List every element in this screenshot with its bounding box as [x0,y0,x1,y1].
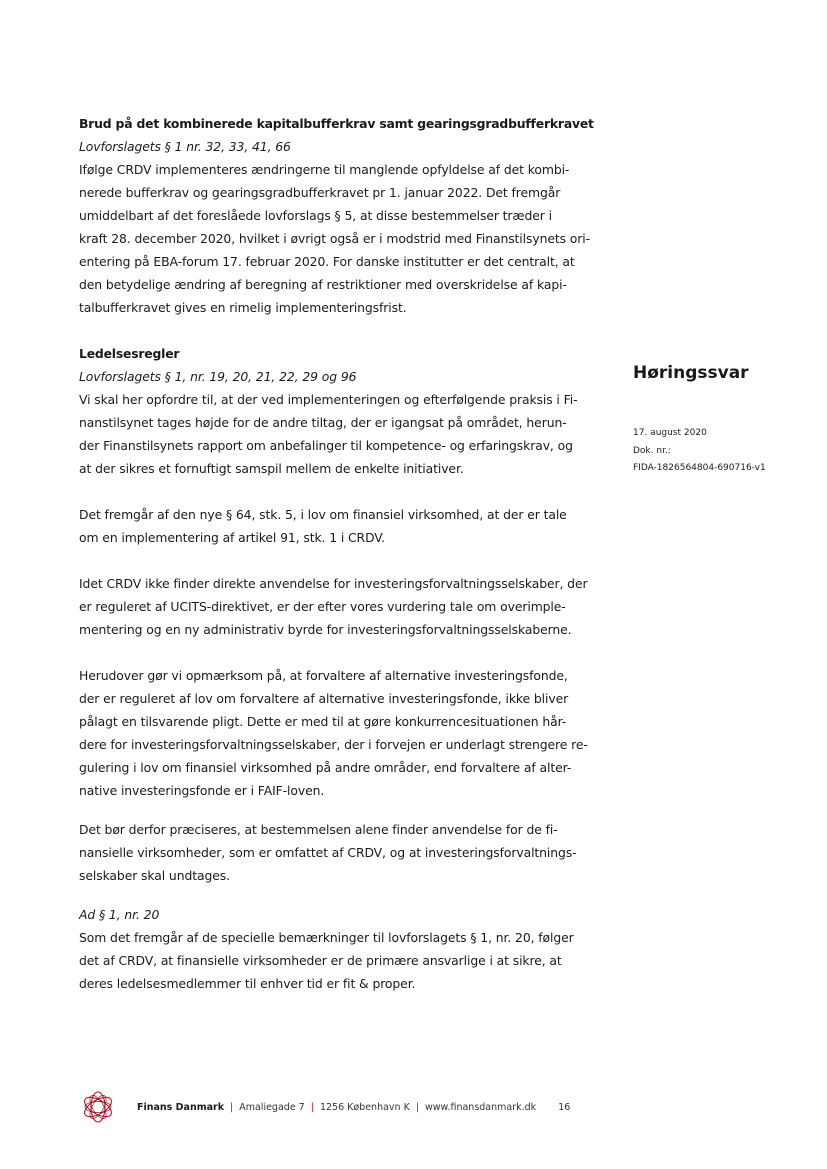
text-line: native investeringsfonde er i FAIF-loven. [79,783,325,798]
text-line: mentering og en ny administrativ byrde for investeringsforvaltningsselskaberne. [79,622,572,637]
text-line: der Finanstilsynets rapport om anbefalinger til kompetence- og erfaringskrav, og [79,438,573,453]
text-line: talbufferkravet gives en rimelig implementeringsfrist. [79,300,407,315]
document-meta [633,425,766,478]
section-reference: Ad § 1, nr. 20 [79,907,160,922]
section-reference: Lovforslagets § 1, nr. 19, 20, 21, 22, 29 og 96 [79,369,357,384]
document-date: 17. august 2020 [633,428,707,438]
document-number: FIDA-1826564804-690716-v1 [633,463,766,473]
text-line: Idet CRDV ikke finder direkte anvendelse for investeringsforvaltningsselskaber, der [79,576,588,591]
page-footer [80,1087,640,1131]
footer-address-line [137,1102,570,1113]
text-line: der er reguleret af lov om forvaltere af alternative investeringsfonde, ikke bliver [79,691,569,706]
text-line: nerede bufferkrav og gearingsgradbufferkravet pr 1. januar 2022. Det fremgår [79,185,561,200]
footer-separator: | [415,1102,420,1113]
paragraph [79,926,579,995]
paragraph [79,388,579,480]
document-sidebar [633,360,766,478]
text-line: er reguleret af UCITS-direktivet, er der efter vores vurdering tale om overimple- [79,599,566,614]
footer-separator: | [310,1102,314,1113]
text-line: deres ledelsesmedlemmer til enhver tid er fit & proper. [79,976,416,991]
text-line: kraft 28. december 2020, hvilket i øvrigt også er i modstrid med Finanstilsynets ori- [79,231,590,246]
text-line: nanstilsynet tages højde for de andre tiltag, der er igangsat på området, herun- [79,415,567,430]
text-line: om en implementering af artikel 91, stk. 1 i CRDV. [79,530,385,545]
text-line: gulering i lov om finansiel virksomhed på andre områder, end forvaltere af alter- [79,760,572,775]
footer-address: Amaliegade 7 [239,1102,305,1113]
text-line: den betydelige ændring af beregning af restriktioner med overskridelse af kapi- [79,277,567,292]
footer-brand: Finans Danmark [137,1102,225,1113]
text-line: pålagt en tilsvarende pligt. Dette er med til at gøre konkurrencesituationen hår- [79,714,567,729]
text-line: dere for investeringsforvaltningsselskaber, der i forvejen er underlagt strengere re- [79,737,588,752]
section-heading: Brud på det kombinerede kapitalbufferkrav samt gearingsgradbufferkravet [79,116,594,131]
text-line: Det bør derfor præciseres, at bestemmelsen alene finder anvendelse for de fi- [79,822,558,837]
footer-city: 1256 København K [319,1102,410,1113]
text-line: Herudover gør vi opmærksom på, at forvaltere af alternative investeringsfonde, [79,668,568,683]
text-line: Som det fremgår af de specielle bemærkninger til lovforslagets § 1, nr. 20, følger [79,930,574,945]
text-line: selskaber skal undtages. [79,868,230,883]
paragraph [79,664,588,802]
paragraph [79,503,579,549]
text-line: nansielle virksomheder, som er omfattet af CRDV, og at investeringsforvaltnings- [79,845,577,860]
paragraph [79,158,590,319]
paragraph [79,818,579,887]
text-line: umiddelbart af det foreslåede lovforslags § 5, at disse bestemmelser træder i [79,208,552,223]
section-heading: Ledelsesregler [79,346,180,361]
footer-website-link[interactable]: www.finansdanmark.dk [425,1102,537,1113]
text-line: Vi skal her opfordre til, at der ved implementeringen og efterfølgende praksis i Fi- [79,392,578,407]
footer-separator: | [230,1102,234,1113]
page-number: 16 [558,1102,571,1113]
text-line: Det fremgår af den nye § 64, stk. 5, i lov om finansiel virksomhed, at der er tale [79,507,567,522]
text-line: entering på EBA-forum 17. februar 2020. For danske institutter er det centralt, at [79,254,575,269]
paragraph [79,572,588,641]
text-line: at der sikres et fornuftigt samspil mellem de enkelte initiativer. [79,461,464,476]
text-line: det af CRDV, at finansielle virksomheder er de primære ansvarlige i at sikre, at [79,953,562,968]
finans-danmark-logo-icon [80,1087,116,1127]
document-type-title: Høringssvar [633,363,749,383]
document-body [79,112,594,995]
document-number-label: Dok. nr.: [633,445,671,456]
section-reference: Lovforslagets § 1 nr. 32, 33, 41, 66 [79,139,291,154]
text-line: Ifølge CRDV implementeres ændringerne til manglende opfyldelse af det kombi- [79,162,570,177]
